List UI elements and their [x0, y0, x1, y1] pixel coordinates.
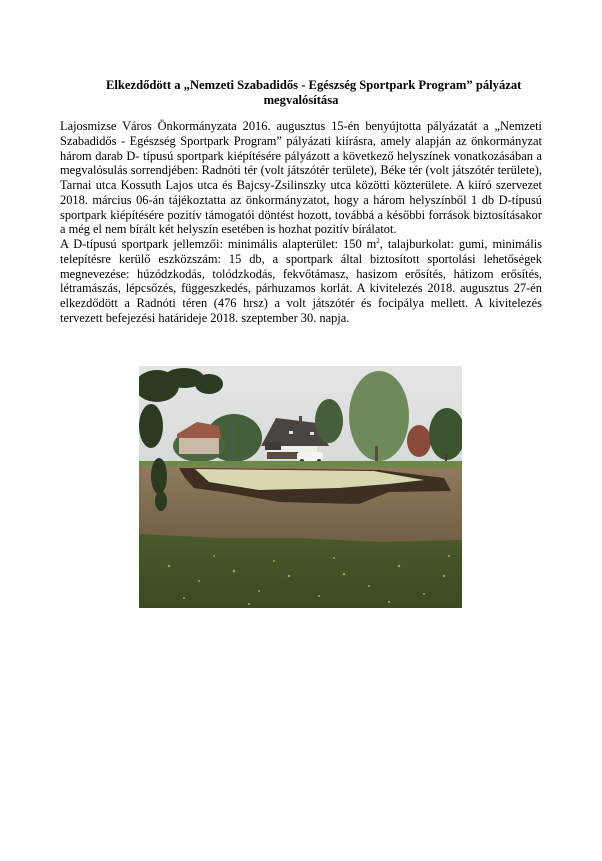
foreground-grass: [139, 534, 462, 608]
specs-text-start: A D-típusú sportpark jellemzői: minimális alapterület: 150 m: [60, 237, 377, 251]
tree-birch: [349, 371, 409, 461]
paragraph-specs: [60, 237, 542, 326]
superscript-2: 2: [376, 237, 380, 245]
specs-text-end: , talajburkolat: gumi, minimális telepítésre kerülő eszközszám: 15 db, a sportpark által biztosított sportolási lehetőségek megnevezése: húzódzkodás, tolódzkodás, fekvőtámasz, hasizom erősítés, hátizom erősítés, létramászás, lépcsőzés, függeszkedés, párhuzamos korlát. A kivitelezés 2018. augusztus 27-én elkezdődött a Radnóti téren (476 hrsz) a volt játszótér és focipálya mellett. A kivitelezés tervezett befejezési határideje 2018. szeptember 30. napja.: [60, 237, 543, 325]
article-body: [60, 119, 542, 326]
sportpark-photo: [139, 366, 462, 608]
title-line-2: megvalósítása: [263, 92, 339, 107]
document-title: [60, 78, 542, 107]
title-line-1: Elkezdődött a „Nemzeti Szabadidős - Egészség Sportpark Program” pályázat: [106, 78, 522, 92]
photo-illustration: [139, 366, 462, 608]
paragraph-application: Lajosmizse Város Önkormányzata 2016. augusztus 15-én benyújtotta pályázatát a „Nemzeti Szabadidős - Egészség Sportpark Program” pályázati kiírásra, amely alapján az önkormányzat három darab D- típusú sportpark kiépítésére pályázott a következő helyszínek vonatkozásában a megvalósulás sorrendjében: Radnóti tér (volt játszótér területe), Béke tér (volt játszótér területe), Tarnai utca Kossuth Lajos utca és Bajcsy-Zsilinszky utca közötti közterülete. A kiíró szervezet 2018. március 06-án tájékoztatta az önkormányzatot, hogy a három helyszínből 1 db D-típusú sportpark kiépítésére pozitív támogatói döntést hozott, továbbá a későbbi források biztosításakor a még el nem bírált két helyszín esetében is hozhat pozitív bírálatot.: [60, 119, 542, 237]
